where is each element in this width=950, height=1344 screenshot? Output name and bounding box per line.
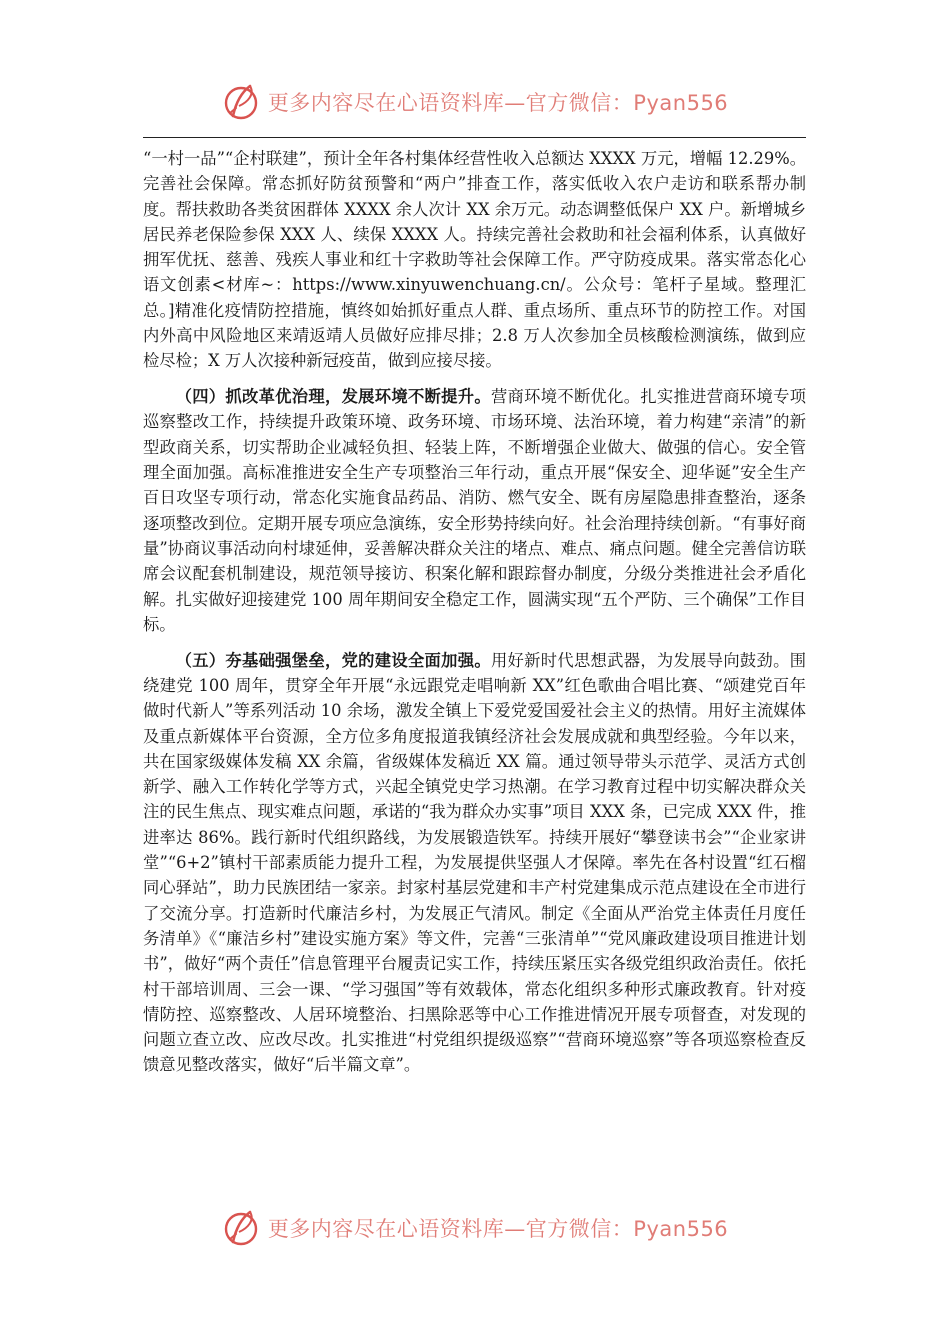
banner-text: 更多内容尽在心语资料库—官方微信：Pyan556 [267,1217,729,1241]
section-heading-4: （四）抓改革优治理，发展环境不断提升。 [175,387,491,407]
section-heading-5: （五）夯基础强堡垒，党的建设全面加强。 [175,650,491,670]
footer-banner [0,1206,950,1250]
quill-logo-icon [222,82,262,122]
paragraph-party-building [143,648,806,1078]
document-body [143,146,806,1078]
header-banner [0,80,950,124]
section-body-5: 用好新时代思想武器，为发展导向鼓劲。围绕建党 100 周年，贯穿全年开展“永远跟党走唱响新 XX”红色歌曲合唱比赛、“颂建党百年做时代新人”等系列活动 10 余场，激发全镇上下爱党爱国爱社会主义的热情。用好主流媒体及重点新媒体平台资源，全方位多角度报道我镇经济社会发展成就和典型经验。今年以来，共在国家级媒体发稿 XX 余篇，省级媒体发稿近 XX 篇。通过领导带头示范学、灵活方式创新学、融入工作转化学等方式，兴起全镇党史学习热潮。在学习教育过程中切实解决群众关注的民生焦点、现实难点问题，承诺的“我为群众办实事”项目 XXX 条，已完成 XXX 件，推进率达 86%。践行新时代组织路线，为发展锻造铁军。持续开展好“攀登读书会”“企业家讲堂”“6+2”镇村干部素质能力提升工程，为发展提供坚强人才保障。率先在各村设置“红石榴同心驿站”，助力民族团结一家亲。封家村基层党建和丰产村党建集成示范点建设在全市进行了交流分享。打造新时代廉洁乡村，为发展正气清风。制定《全面从严治党主体责任月度任务清单》《“廉洁乡村”建设实施方案》等文件，完善“三张清单”“党风廉政建设项目推进计划书”，做好“两个责任”信息管理平台履责记实工作，持续压紧压实各级党组织政治责任。依托村干部培训周、三会一课、“学习强国”等有效载体，常态化组织多种形式廉政教育。针对疫情防控、巡察整改、人居环境整治、扫黑除恶等中心工作推进情况开展专项督查，对发现的问题立查立改、应改尽改。扎实推进“村党组织提级巡察”“营商环境巡察”等各项巡察检查反馈意见整改落实，做好“后半篇文章”。 [143,650,806,1075]
banner-text: 更多内容尽在心语资料库—官方微信：Pyan556 [267,91,729,115]
header-divider [143,137,806,138]
banner [222,82,728,122]
paragraph-social-security: “一村一品”“企村联建”，预计全年各村集体经营性收入总额达 XXXX 万元，增幅 12.29%。完善社会保障。常态抓好防贫预警和“两户”排查工作，落实低收入农户走访和联系帮办制度。帮扶救助各类贫困群体 XXXX 余人次计 XX 余万元。动态调整低保户 XX 户。新增城乡居民养老保险参保 XXX 人、续保 XXXX 人。持续完善社会救助和社会福利体系，认真做好拥军优抚、慈善、残疾人事业和红十字救助等社会保障工作。严守防疫成果。落实常态化心语文创素<材库~：https://www.xinyuwenchuang.cn/。公众号：笔杆子星域。整理汇总。]精准化疫情防控措施，慎终如始抓好重点人群、重点场所、重点环节的防控工作。对国内外高中风险地区来靖返靖人员做好应排尽排；2.8 万人次参加全员核酸检测演练，做到应检尽检；X 万人次接种新冠疫苗，做到应接尽接。 [143,149,806,371]
banner [222,1208,728,1248]
quill-logo-icon [222,1208,262,1248]
section-body-4: 营商环境不断优化。扎实推进营商环境专项巡察整改工作，持续提升政策环境、政务环境、市场环境、法治环境，着力构建“亲清”的新型政商关系，切实帮助企业减轻负担、轻装上阵，不断增强企业做大、做强的信心。安全管理全面加强。高标准推进安全生产专项整治三年行动，重点开展“保安全、迎华诞”安全生产百日攻坚专项行动，常态化实施食品药品、消防、燃气安全、既有房屋隐患排查整治，逐条逐项整改到位。定期开展专项应急演练，安全形势持续向好。社会治理持续创新。“有事好商量”协商议事活动向村埭延伸，妥善解决群众关注的堵点、难点、痛点问题。健全完善信访联席会议配套机制建设，规范领导接访、积案化解和跟踪督办制度，分级分类推进社会矛盾化解。扎实做好迎接建党 100 周年期间安全稳定工作，圆满实现“五个严防、三个确保”工作目标。 [143,387,806,634]
paragraph-reform-governance [143,384,806,637]
